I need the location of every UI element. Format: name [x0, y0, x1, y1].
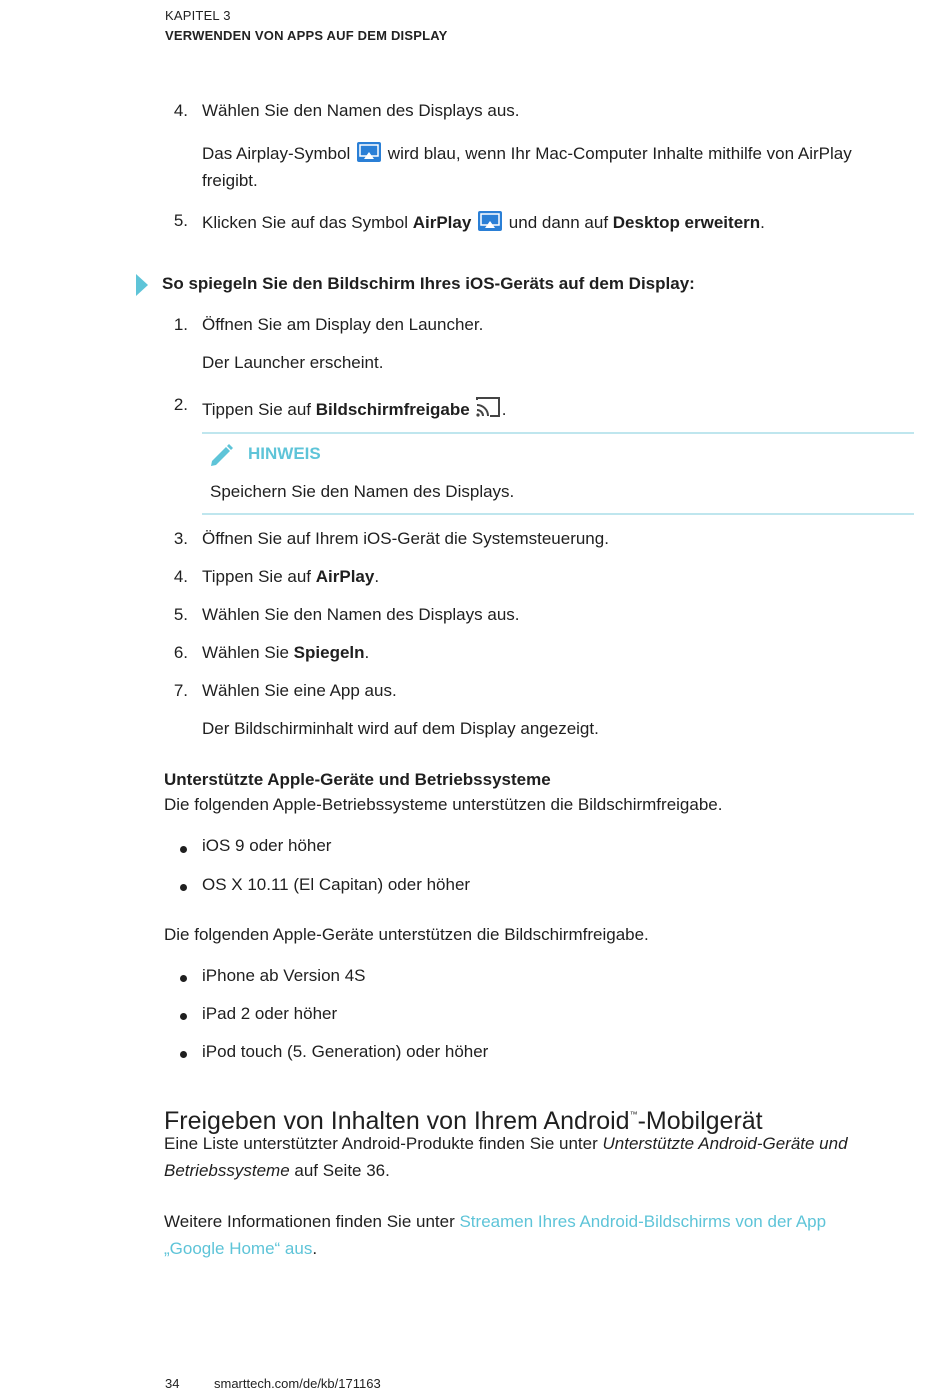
bullet-dot [180, 1013, 187, 1020]
step-text: Wählen Sie eine App aus. [202, 681, 397, 700]
page-number: 34 [165, 1376, 180, 1391]
step-number: 5. [173, 605, 188, 624]
footer-url[interactable]: smarttech.com/de/kb/171163 [214, 1376, 381, 1391]
airplay-icon [478, 211, 502, 231]
note-text: Speichern Sie den Namen des Displays. [210, 482, 515, 501]
chapter-label: KAPITEL 3 [165, 8, 231, 23]
cross-reference: Betriebssysteme [164, 1161, 290, 1180]
subsection-heading: Unterstützte Apple-Geräte und Betriebssysteme [164, 770, 551, 789]
step-text: Wählen Sie Spiegeln. [202, 643, 370, 662]
paragraph: Die folgenden Apple-Betriebssysteme unterstützen die Bildschirmfreigabe. [164, 795, 723, 814]
paragraph-line: Weitere Informationen finden Sie unter Streamen Ihres Android-Bildschirms von der App [164, 1212, 827, 1231]
step-result: Der Bildschirminhalt wird auf dem Display angezeigt. [202, 719, 599, 738]
step-number: 5. [173, 211, 188, 230]
paragraph-line: Eine Liste unterstützter Android-Produkte finden Sie unter Unterstützte Android-Geräte und [164, 1134, 848, 1153]
note-bottom-rule [202, 513, 914, 515]
step-number: 7. [173, 681, 188, 700]
bullet-dot [180, 975, 187, 982]
note-text: wird blau, wenn Ihr Mac-Computer Inhalte mithilfe von AirPlay [387, 144, 852, 163]
list-item: iPod touch (5. Generation) oder höher [202, 1042, 489, 1061]
step-text: Tippen Sie auf AirPlay. [202, 567, 380, 586]
step-number: 2. [173, 395, 188, 414]
step-number: 4. [173, 567, 188, 586]
step-note-line [202, 142, 852, 164]
step-text: Öffnen Sie auf Ihrem iOS-Gerät die Systemsteuerung. [202, 529, 609, 548]
list-item: iOS 9 oder höher [202, 836, 332, 855]
step-number: 4. [173, 101, 188, 120]
bullet-dot [180, 1051, 187, 1058]
step-note-line: freigibt. [202, 171, 258, 190]
paragraph: Die folgenden Apple-Geräte unterstützen die Bildschirmfreigabe. [164, 925, 649, 944]
note-text: Das Airplay-Symbol [202, 144, 351, 163]
step-number: 3. [173, 529, 188, 548]
paragraph-line: Betriebssysteme auf Seite 36. [164, 1161, 390, 1180]
paragraph-line: „Google Home“ aus. [164, 1239, 318, 1258]
cast-icon [474, 395, 502, 419]
cross-reference: Unterstützte Android-Geräte und [602, 1134, 848, 1153]
section-arrow-icon [136, 274, 148, 296]
step-number: 1. [173, 315, 188, 334]
pencil-icon [208, 441, 236, 469]
step-text: Öffnen Sie am Display den Launcher. [202, 315, 484, 334]
list-item: iPad 2 oder höher [202, 1004, 338, 1023]
bullet-dot [180, 884, 187, 891]
bullet-dot [180, 846, 187, 853]
step-number: 6. [173, 643, 188, 662]
google-home-link[interactable]: „Google Home“ aus [164, 1239, 313, 1258]
step-text: Wählen Sie den Namen des Displays aus. [202, 605, 520, 624]
step-result: Der Launcher erscheint. [202, 353, 384, 372]
airplay-icon [357, 142, 381, 162]
list-item: OS X 10.11 (El Capitan) oder höher [202, 875, 471, 894]
note-top-rule [202, 432, 914, 434]
note-label: HINWEIS [248, 444, 321, 463]
step-text: Tippen Sie auf Bildschirmfreigabe . [202, 395, 506, 420]
section-title: Freigeben von Inhalten von Ihrem Android™-Mobilgerät [164, 1107, 763, 1135]
list-item: iPhone ab Version 4S [202, 966, 366, 985]
google-home-link[interactable]: Streamen Ihres Android-Bildschirms von der App [459, 1212, 827, 1231]
chapter-title: VERWENDEN VON APPS AUF DEM DISPLAY [165, 28, 448, 43]
step-text: Klicken Sie auf das Symbol AirPlay und dann auf Desktop erweitern. [202, 213, 765, 232]
step-text: Wählen Sie den Namen des Displays aus. [202, 101, 520, 120]
section-heading: So spiegeln Sie den Bildschirm Ihres iOS-Geräts auf dem Display: [162, 274, 695, 293]
